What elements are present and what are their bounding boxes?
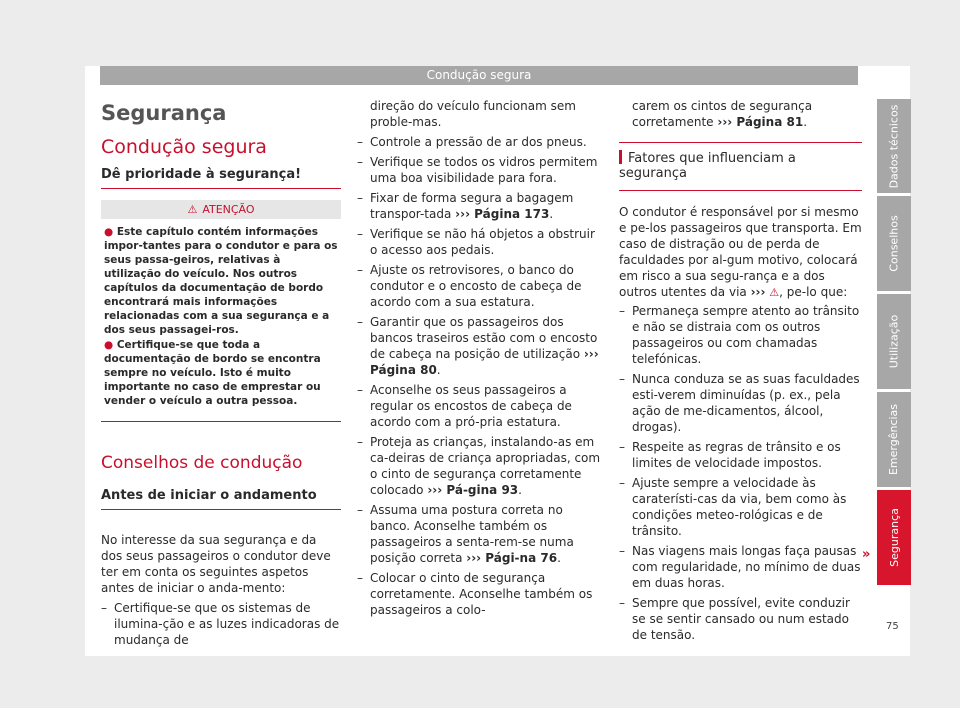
list-item: – Verifique se não há objetos a obstruir o acesso aos pedais. <box>357 226 602 258</box>
list-item: – Ajuste sempre a velocidade às caraterísti-cas da via, bem como às condições meteo-rológicas e de trânsito. <box>619 475 862 539</box>
chapter-title: Segurança <box>101 101 227 125</box>
warning-triangle-icon: ⚠ <box>769 286 780 299</box>
bullet-icon: ● <box>104 339 114 351</box>
intro-paragraph: No interesse da sua segurança e da dos seus passageiros o condutor deve ter em conta os seguintes aspetos antes de iniciar o anda-mento: <box>101 533 331 595</box>
tab-dados-tecnicos[interactable]: Dados técnicos <box>877 99 911 193</box>
warning-header <box>101 200 341 219</box>
list-item: – Nunca conduza se as suas faculdades esti-verem diminuídas (p. ex., pela ação de me-dicamentos, álcool, drogas). <box>619 371 862 435</box>
list-item: – Assuma uma postura correta no banco. Aconselhe também os passageiros a senta-rem-se numa posição correta ››› Pági-na 76. <box>357 502 602 566</box>
list-item: – Nas viagens mais longas faça pausas com regularidade, no mínimo de duas em duas horas. <box>619 543 862 591</box>
tab-seguranca[interactable]: Segurança <box>877 490 911 585</box>
continued-text: direção do veículo funcionam sem proble-mas. <box>370 99 576 129</box>
checklist <box>619 303 862 643</box>
page-link[interactable]: ››› Pá-gina 93 <box>427 483 519 497</box>
warning-item: ● Certifique-se que toda a documentação de bordo se encontra sempre no veículo. Isto é muito importante no caso de emprestar ou vender o veículo a outra pessoa. <box>104 339 321 407</box>
page-link[interactable]: ››› Pági-na 76 <box>466 551 558 565</box>
warning-triangle-icon: ⚠ <box>187 203 198 216</box>
warning-body <box>101 219 341 408</box>
list-item: – Garantir que os passageiros dos bancos traseiros estão com o encosto de cabeça na posição de utilização ››› Página 80. <box>357 314 602 378</box>
page-link[interactable]: ››› Página 80 <box>370 347 599 377</box>
continued-text: carem os cintos de segurança corretamente ››› Página 81. <box>632 99 813 129</box>
list-item: – Controle a pressão de ar dos pneus. <box>357 134 602 150</box>
warning-box <box>101 200 341 422</box>
warning-item: ● Este capítulo contém informações impor-tantes para o condutor e para os seus passa-geiros, relativas à utilização do veículo. Nos outros capítulos da documentação de bordo encontrará mais informações relacionadas com a sua segurança e a dos seus passagei-ros. <box>104 226 338 336</box>
column-3 <box>619 98 862 647</box>
page-link[interactable]: ››› Página 81 <box>717 115 804 129</box>
list-item: – Fixar de forma segura a bagagem transpor-tada ››› Página 173. <box>357 190 602 222</box>
page-number: 75 <box>886 621 899 632</box>
list-item: – Aconselhe os seus passageiros a regular os encostos de cabeça de acordo com a pró-pria estatura. <box>357 382 602 430</box>
tab-emergencias[interactable]: Emergências <box>877 392 911 487</box>
list-item: – Permaneça sempre atento ao trânsito e não se distraia com os outros passageiros ou com chamadas telefónicas. <box>619 303 862 367</box>
list-item: – Ajuste os retrovisores, o banco do condutor e o encosto de cabeça de acordo com a sua estatura. <box>357 262 602 310</box>
column-1 <box>101 98 341 652</box>
continue-arrow-icon: » <box>862 547 871 562</box>
factors-intro: O condutor é responsável por si mesmo e pe-los passageiros que transporta. Em caso de distração ou de perda de faculdades por al-gum motivo, colocará em risco a sua segu-rança e a dos outros utentes da via ››› ⚠, pe-lo que: <box>619 205 862 299</box>
checklist <box>101 600 341 648</box>
list-item: – Verifique se todos os vidros permitem uma boa visibilidade para fora. <box>357 154 602 186</box>
column-2 <box>357 98 602 622</box>
list-item: – Certifique-se que os sistemas de ilumina-ção e as luzes indicadoras de mudança de <box>101 600 341 648</box>
list-item: – Proteja as crianças, instalando-as em ca-deiras de criança apropriadas, com o cinto de segurança corretamente colocado ››› Pá-gina 93. <box>357 434 602 498</box>
section-title: Conselhos de condução <box>101 453 303 473</box>
list-item: – Respeite as regras de trânsito e os limites de velocidade impostos. <box>619 439 862 471</box>
page-link[interactable]: ››› Página 173 <box>455 207 550 221</box>
tab-utilizacao[interactable]: Utilização <box>877 294 911 389</box>
warning-label: ATENÇÃO <box>202 203 255 216</box>
checklist <box>357 134 602 618</box>
list-item: – Sempre que possível, evite conduzir se se sentir cansado ou num estado de tensão. <box>619 595 862 643</box>
heading-bar <box>619 150 622 164</box>
section-subhead-2: Antes de iniciar o andamento <box>101 488 341 510</box>
warning-link[interactable]: ››› <box>750 285 766 299</box>
section-subhead: Dê prioridade à segurança! <box>101 167 341 189</box>
tab-conselhos[interactable]: Conselhos <box>877 196 911 291</box>
chapter-subtitle: Condução segura <box>101 136 267 158</box>
running-header: Condução segura <box>100 66 858 85</box>
factors-heading: Fatores que influenciam a segurança <box>619 142 862 191</box>
list-item: – Colocar o cinto de segurança corretamente. Aconselhe também os passageiros a colo- <box>357 570 602 618</box>
bullet-icon: ● <box>104 226 114 238</box>
